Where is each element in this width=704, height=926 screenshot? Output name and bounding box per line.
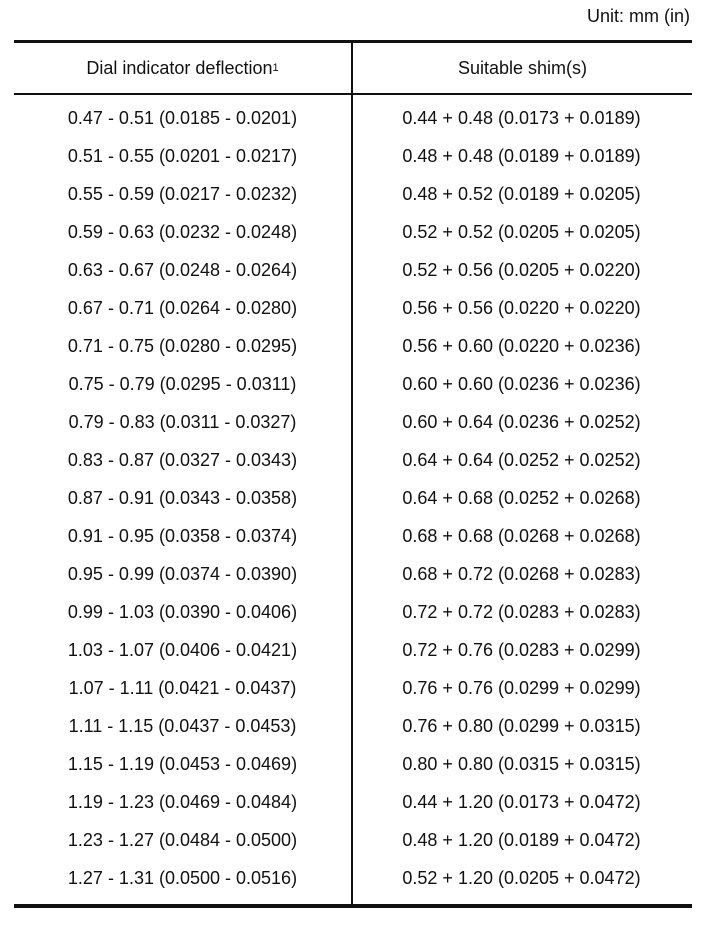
deflection-cell: 0.87 - 0.91 (0.0343 - 0.0358) <box>67 487 298 508</box>
shim-cell: 0.76 + 0.76 (0.0299 + 0.0299) <box>402 677 641 698</box>
deflection-cell: 1.03 - 1.07 (0.0406 - 0.0421) <box>67 639 298 660</box>
deflection-cell: 1.27 - 1.31 (0.0500 - 0.0516) <box>67 867 298 888</box>
shim-cell: 0.60 + 0.60 (0.0236 + 0.0236) <box>402 373 641 394</box>
deflection-cell: 0.55 - 0.59 (0.0217 - 0.0232) <box>67 183 298 204</box>
shim-cell: 0.52 + 0.56 (0.0205 + 0.0220) <box>402 259 641 280</box>
header-rule <box>14 93 692 95</box>
deflection-cell: 1.11 - 1.15 (0.0437 - 0.0453) <box>68 715 297 736</box>
table-row <box>14 137 692 175</box>
deflection-cell: 0.51 - 0.55 (0.0201 - 0.0217) <box>67 145 298 166</box>
table-body <box>14 99 692 897</box>
table-row <box>14 593 692 631</box>
table-row <box>14 783 692 821</box>
shim-cell: 0.44 + 1.20 (0.0173 + 0.0472) <box>402 791 641 812</box>
header-deflection: Dial indicator deflection 1 <box>86 57 279 78</box>
table-row <box>14 441 692 479</box>
table-row <box>14 251 692 289</box>
table-row <box>14 707 692 745</box>
shim-cell: 0.52 + 0.52 (0.0205 + 0.0205) <box>402 221 641 242</box>
deflection-cell: 0.71 - 0.75 (0.0280 - 0.0295) <box>67 335 298 356</box>
shim-cell: 0.72 + 0.72 (0.0283 + 0.0283) <box>402 601 641 622</box>
deflection-cell: 0.91 - 0.95 (0.0358 - 0.0374) <box>67 525 298 546</box>
deflection-cell: 0.47 - 0.51 (0.0185 - 0.0201) <box>67 107 298 128</box>
shim-cell: 0.56 + 0.60 (0.0220 + 0.0236) <box>402 335 641 356</box>
table-row <box>14 479 692 517</box>
shim-cell: 0.68 + 0.68 (0.0268 + 0.0268) <box>402 525 641 546</box>
table-row <box>14 631 692 669</box>
shim-cell: 0.48 + 1.20 (0.0189 + 0.0472) <box>402 829 641 850</box>
shim-cell: 0.64 + 0.64 (0.0252 + 0.0252) <box>402 449 641 470</box>
shim-cell: 0.56 + 0.56 (0.0220 + 0.0220) <box>402 297 641 318</box>
deflection-cell: 0.59 - 0.63 (0.0232 - 0.0248) <box>67 221 298 242</box>
deflection-cell: 1.07 - 1.11 (0.0421 - 0.0437) <box>68 677 297 698</box>
shim-cell: 0.72 + 0.76 (0.0283 + 0.0299) <box>402 639 641 660</box>
table-row <box>14 517 692 555</box>
table-row <box>14 669 692 707</box>
shim-cell: 0.60 + 0.64 (0.0236 + 0.0252) <box>402 411 641 432</box>
shim-cell: 0.64 + 0.68 (0.0252 + 0.0268) <box>402 487 641 508</box>
shim-cell: 0.76 + 0.80 (0.0299 + 0.0315) <box>402 715 641 736</box>
shim-cell: 0.80 + 0.80 (0.0315 + 0.0315) <box>402 753 641 774</box>
table-row <box>14 175 692 213</box>
deflection-cell: 0.79 - 0.83 (0.0311 - 0.0327) <box>68 411 297 432</box>
deflection-cell: 0.75 - 0.79 (0.0295 - 0.0311) <box>68 373 297 394</box>
shim-cell: 0.44 + 0.48 (0.0173 + 0.0189) <box>402 107 641 128</box>
deflection-cell: 0.83 - 0.87 (0.0327 - 0.0343) <box>67 449 298 470</box>
table-row <box>14 99 692 137</box>
shim-cell: 0.48 + 0.52 (0.0189 + 0.0205) <box>402 183 641 204</box>
table-row <box>14 327 692 365</box>
table-row <box>14 745 692 783</box>
deflection-cell: 0.99 - 1.03 (0.0390 - 0.0406) <box>67 601 298 622</box>
deflection-cell: 0.67 - 0.71 (0.0264 - 0.0280) <box>67 297 298 318</box>
table-row <box>14 365 692 403</box>
deflection-cell: 1.19 - 1.23 (0.0469 - 0.0484) <box>67 791 298 812</box>
shim-cell: 0.52 + 1.20 (0.0205 + 0.0472) <box>402 867 641 888</box>
table-row <box>14 555 692 593</box>
table-bottom-rule <box>14 904 692 908</box>
shim-cell: 0.68 + 0.72 (0.0268 + 0.0283) <box>402 563 641 584</box>
table-row <box>14 403 692 441</box>
deflection-cell: 0.63 - 0.67 (0.0248 - 0.0264) <box>67 259 298 280</box>
table-row <box>14 859 692 897</box>
deflection-cell: 1.15 - 1.19 (0.0453 - 0.0469) <box>67 753 298 774</box>
table-row <box>14 289 692 327</box>
deflection-cell: 1.23 - 1.27 (0.0484 - 0.0500) <box>67 829 298 850</box>
table-row <box>14 821 692 859</box>
deflection-cell: 0.95 - 0.99 (0.0374 - 0.0390) <box>67 563 298 584</box>
shim-cell: 0.48 + 0.48 (0.0189 + 0.0189) <box>402 145 641 166</box>
header-deflection-label: Dial indicator deflection <box>86 57 273 78</box>
header-shims <box>353 43 692 93</box>
header-shims-label: Suitable shim(s) <box>457 57 588 78</box>
table-row <box>14 213 692 251</box>
unit-label: Unit: mm (in) <box>587 6 690 26</box>
